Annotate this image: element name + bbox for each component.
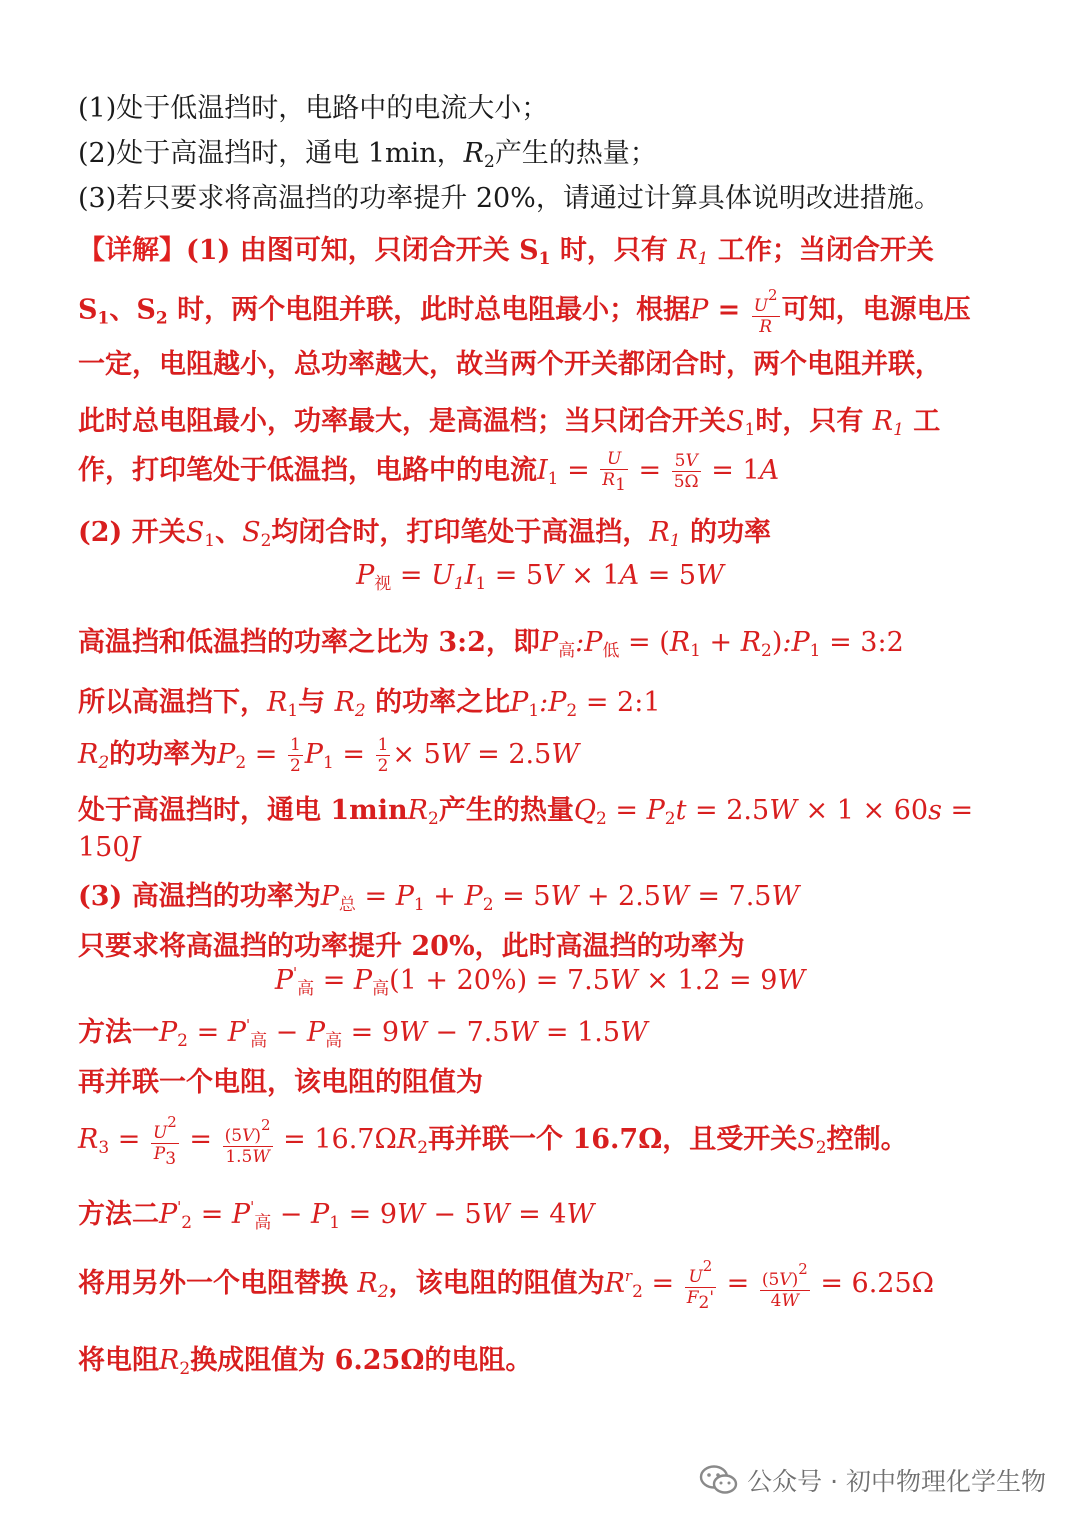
answer-line-19: 方法二$P'_2 = P'_高 - P_1 = 9W - 5W = 4W$ (78, 1198, 595, 1233)
answer-line-11: 处于高温挡时，通电 1minR$_2$产生的热量$Q_2 = P_2t = 2.5W \times 1 \times 60s$ = (78, 795, 974, 829)
question-3: (3)若只要求将高温挡的功率提升 20%，请通过计算具体说明改进措施。 (78, 183, 941, 214)
answer-line-6: (2) 开关$S_1$、$S_2$均闭合时，打印笔处于高温挡，$R_1$ 的功率 (78, 517, 771, 551)
answer-line-4: 此时总电阻最小，功率最大，是高温档；当只闭合开关$S_1$时，只有 $R_1$ 工 (78, 406, 941, 440)
answer-line-13: (3) 高温挡的功率为$P_总 = P_1 + P_2 = 5W + 2.5W = 7.5W$ (78, 881, 800, 915)
watermark (699, 1462, 1046, 1498)
answer-line-1: 【详解】(1) 由图可知，只闭合开关 $S_1$ 时，只有 $R_1$ 工作；当闭合开关 (78, 235, 934, 269)
answer-line-21: 将电阻$R_2$换成阻值为 6.25Ω的电阻。 (78, 1345, 533, 1379)
answer-line-10: $R_2$的功率为$P_2$ = $\frac{1}{2}$ $P_1$ = $\frac{1}{2}$ × 5W = 2.5W (78, 735, 580, 776)
answer-line-2: $S_1$、$S_2$ 时，两个电阻并联，此时总电阻最小；根据P = $\frac{U^2}{R}$ 可知，电源电压 (78, 286, 971, 337)
question-1: (1)处于低温挡时，电路中的电流大小； (78, 93, 549, 124)
answer-line-8: 高温挡和低温挡的功率之比为 3:2，即$P_高:P_低 = (R_1$ + $R_2):P_1$ = 3:2 (78, 627, 904, 661)
answer-line-15: $P'_高 = P_高(1 + 20\%) = 7.5W \times 1.2 = 9W$ (274, 964, 806, 999)
answer-line-9: 所以高温挡下，$R_1$与 $R_2$ 的功率之比$P_1:P_2$ = 2:1 (78, 687, 661, 721)
answer-line-16: 方法一$P_2 = P'_高 - P_高 = 9W - 7.5W = 1.5W$ (78, 1016, 648, 1051)
answer-line-12: 150J (78, 832, 141, 863)
answer-line-20: 将用另外一个电阻替换 $R_2$，该电阻的阻值为$R^r_2$ = $\frac{U^2}{F_2'}$ = $\frac{(5V)^2}{4W}$ = 6.25Ω (78, 1257, 935, 1313)
answer-line-14: 只要求将高温挡的功率提升 20%，此时高温挡的功率为 (78, 931, 745, 962)
answer-line-3: 一定，电阻越小，总功率越大，故当两个开关都闭合时，两个电阻并联， (78, 349, 942, 380)
wechat-icon (699, 1464, 739, 1496)
detail-tag: 【详解】 (78, 235, 186, 266)
answer-line-5: 作，打印笔处于低温挡，电路中的电流$I_1$ = $\frac{U}{R_1}$ = $\frac{5V}{5\Omega}$ = 1A (78, 448, 780, 495)
answer-line-18: $R_3$ = $\frac{U^2}{P_3}$ = $\frac{(5V)^2}{1.5W}$ = $16.7\Omega R_2$再并联一个 16.7Ω，且受开关$S_2$控制。 (78, 1113, 908, 1169)
answer-line-17: 再并联一个电阻，该电阻的阻值为 (78, 1067, 483, 1098)
watermark-text: 公众号 · 初中物理化学生物 (747, 1467, 1046, 1496)
question-2: (2)处于高温挡时，通电 1min，$R_2$产生的热量； (78, 138, 657, 172)
answer-line-7: $P_视 = U_1I_1 = 5V \times 1A = 5W$ (356, 560, 724, 594)
